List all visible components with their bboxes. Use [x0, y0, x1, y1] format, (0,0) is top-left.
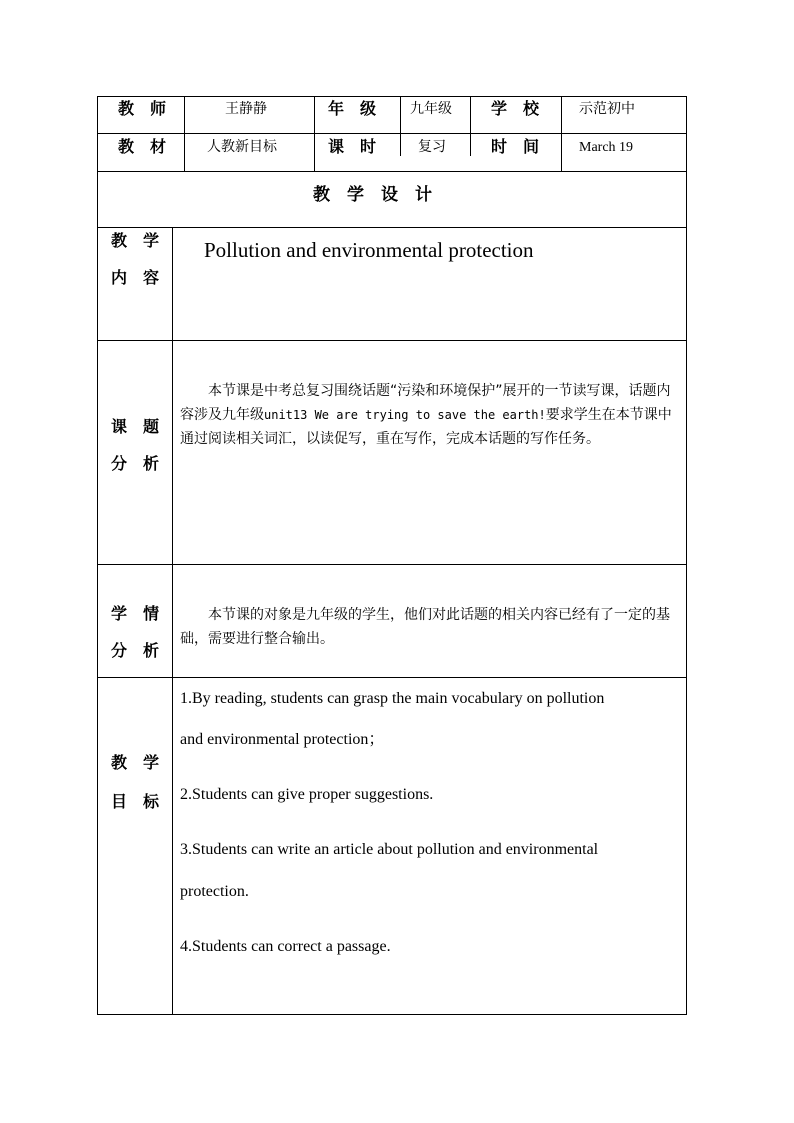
student-analysis-text: 本节课的对象是九年级的学生，他们对此话题的相关内容已经有了一定的基础，需要进行整合输出。	[180, 607, 670, 647]
school-label: 学 校	[491, 99, 540, 118]
time-value: March 19	[579, 140, 634, 155]
school-value: 示范初中	[579, 101, 635, 117]
textbook-value: 人教新目标	[207, 139, 277, 155]
col-divider	[470, 96, 471, 156]
objective-1-line1: 1.By reading, students can grasp the main vocabulary on pollution	[180, 690, 605, 707]
table-border-bottom	[97, 1014, 687, 1015]
grade-label: 年 级	[328, 99, 377, 118]
topic-analysis-text	[180, 379, 680, 451]
content-label-line2: 内 容	[111, 268, 160, 287]
row-divider	[97, 133, 687, 134]
col-divider	[400, 96, 401, 156]
content-text: Pollution and environmental protection	[204, 238, 534, 262]
topic-analysis-unit: unit13 We are trying to save the earth!	[264, 408, 546, 422]
table-border-right	[686, 96, 687, 1015]
student-analysis-label-line2: 分 析	[111, 641, 160, 660]
content-label-line1: 教 学	[111, 231, 160, 250]
row-divider	[97, 171, 687, 172]
objective-3-line2: protection.	[180, 883, 249, 900]
objective-2: 2.Students can give proper suggestions.	[180, 786, 434, 803]
teacher-label: 教 师	[118, 99, 167, 118]
design-title: 教 学 设 计	[313, 185, 432, 205]
lesson-label: 课 时	[328, 137, 377, 156]
lesson-value: 复习	[418, 139, 446, 155]
topic-analysis-label-line1: 课 题	[111, 417, 160, 436]
table-border-left	[97, 96, 98, 1015]
objectives-label-line1: 教 学	[111, 753, 160, 772]
table-border-top	[97, 96, 687, 97]
row-divider	[97, 564, 687, 565]
objective-4: 4.Students can correct a passage.	[180, 938, 391, 955]
col-divider	[184, 96, 185, 172]
row-divider	[97, 340, 687, 341]
col-divider	[314, 96, 315, 172]
grade-value: 九年级	[410, 101, 452, 117]
label-column-divider	[172, 227, 173, 1015]
row-divider	[97, 227, 687, 228]
objective-1-line2: and environmental protection；	[180, 731, 385, 748]
student-analysis-label-line1: 学 情	[111, 604, 160, 623]
time-label: 时 间	[491, 137, 540, 156]
topic-analysis-label-line2: 分 析	[111, 454, 160, 473]
row-divider	[97, 677, 687, 678]
col-divider	[561, 96, 562, 172]
topic-analysis-text-part2: 要求学生在本节课中通过阅读相关词汇，以读促写，重在写作，完成本话题的写作任务。	[180, 407, 672, 447]
teacher-value: 王静静	[225, 101, 267, 117]
textbook-label: 教 材	[118, 137, 167, 156]
topic-analysis-text-part1: 本节课是中考总复习围绕话题“污染和环境保护”展开的一节读写课，话题内容涉及九年级	[180, 383, 671, 423]
objectives-label-line2: 目 标	[111, 792, 160, 811]
objective-3-line1: 3.Students can write an article about pollution and environmental	[180, 841, 599, 858]
